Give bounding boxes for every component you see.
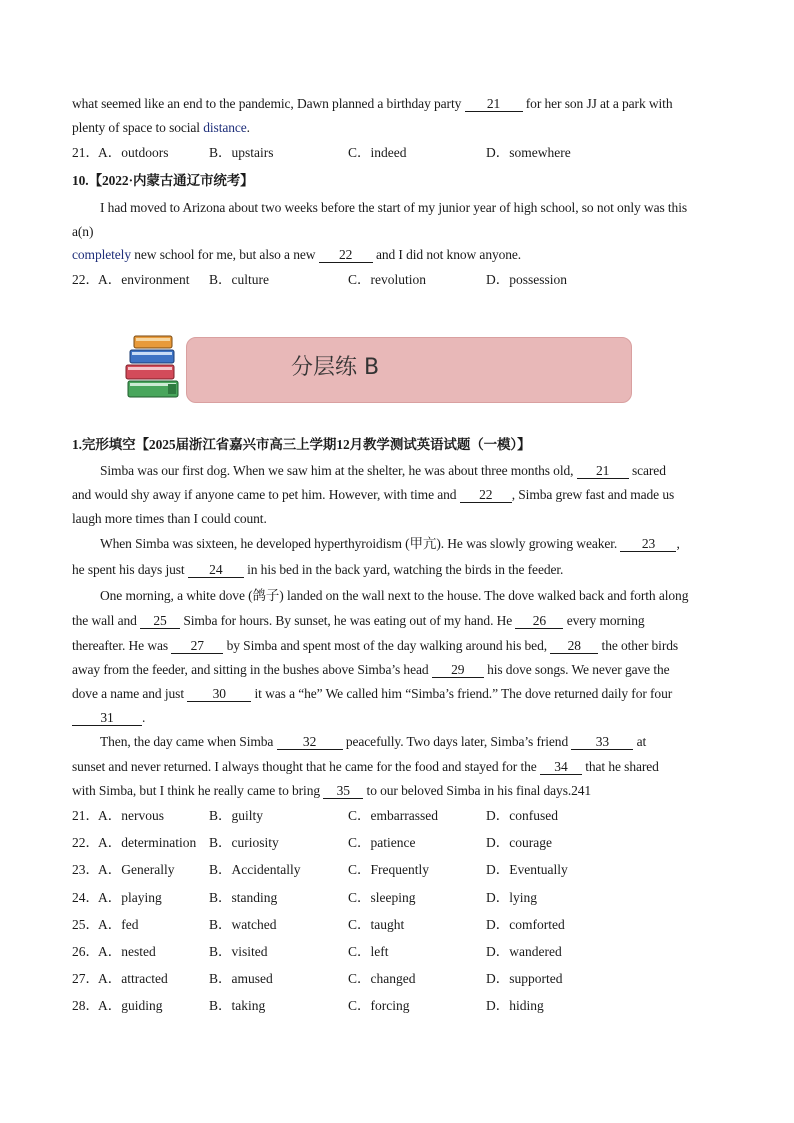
passage-text: he spent his days just — [72, 562, 188, 577]
option-d: D．lying — [486, 890, 538, 905]
question-number: 24． — [72, 890, 99, 905]
question-number: 26． — [72, 944, 99, 959]
option-a: A．outdoors — [98, 145, 169, 160]
option-c: C．embarrassed — [348, 808, 438, 823]
blank-32: 32 — [277, 734, 343, 750]
books-stack-icon — [124, 330, 188, 406]
option-b: B．standing — [209, 890, 278, 905]
blank-28: 28 — [550, 638, 598, 654]
option-c: C．taught — [348, 917, 405, 932]
option-d: D．comforted — [486, 917, 565, 932]
passage-text: for her son JJ at a park with — [522, 96, 673, 111]
passage-line — [100, 462, 730, 480]
passage-text: . — [246, 120, 250, 135]
question-number: 25． — [72, 917, 99, 932]
passage-text: , — [676, 536, 680, 551]
option-a: A．nervous — [98, 808, 164, 823]
passage-line — [72, 709, 732, 727]
option-a: A．guiding — [98, 998, 163, 1013]
option-c: C．left — [348, 944, 389, 959]
blank-35: 35 — [323, 783, 363, 799]
option-a: A．Generally — [98, 862, 175, 877]
passage-text: dove a name and just — [72, 686, 188, 701]
blank-29: 29 — [432, 662, 484, 678]
passage-text: thereafter. He was — [72, 638, 172, 653]
option-a: A．determination — [98, 835, 197, 850]
passage-text: plenty of space to social — [72, 120, 204, 135]
item-10-heading: 10.【2022·内蒙古通辽市统考】 — [72, 173, 254, 188]
passage-text: Simba was our first dog. When we saw him at the shelter, he was about three months old, — [100, 463, 577, 478]
option-b: B．visited — [209, 944, 268, 959]
option-c: C．changed — [348, 971, 416, 986]
option-d: D．Eventually — [486, 862, 568, 877]
option-c: C．forcing — [348, 998, 410, 1013]
option-d: D．somewhere — [486, 145, 571, 160]
cloze-heading: 1.完形填空【2025届浙江省嘉兴市高三上学期12月教学测试英语试题（一模）】 — [72, 437, 531, 452]
passage-line — [72, 246, 732, 264]
option-d: D．hiding — [486, 998, 544, 1013]
blank-26: 26 — [515, 613, 563, 629]
blank-31: 31 — [72, 710, 142, 726]
blank-25: 25 — [140, 613, 180, 629]
option-a: A．playing — [98, 890, 162, 905]
highlighted-word: distance — [203, 120, 247, 135]
option-c: C．sleeping — [348, 890, 416, 905]
passage-line — [72, 637, 732, 655]
option-d: D．supported — [486, 971, 563, 986]
passage-text: and would shy away if anyone came to pet him. However, with time and — [72, 487, 460, 502]
passage-line — [72, 661, 732, 679]
blank-23: 23 — [620, 536, 676, 552]
passage-text: with Simba, but I think he really came to bring — [72, 783, 324, 798]
question-number: 27． — [72, 971, 99, 986]
passage-line: I had moved to Arizona about two weeks before the start of my junior year of high school, so not only was this — [100, 200, 688, 215]
passage-text: it was a “he” We called him “Simba’s friend.” The dove returned daily for four — [251, 686, 673, 701]
passage-text: to our beloved Simba in his final days.241 — [363, 783, 592, 798]
passage-line — [72, 119, 732, 137]
passage-text: every morning — [563, 613, 645, 628]
passage-line: a(n) — [72, 224, 94, 239]
question-number: 21． — [72, 808, 99, 823]
passage-line — [72, 95, 732, 113]
passage-text: the other birds — [598, 638, 679, 653]
option-b: B．Accidentally — [209, 862, 301, 877]
option-a: A．fed — [98, 917, 139, 932]
passage-text: and I did not know anyone. — [372, 247, 522, 262]
option-b: B．amused — [209, 971, 273, 986]
blank-21: 21 — [465, 96, 523, 112]
option-c: C．indeed — [348, 145, 407, 160]
passage-text: laugh more times than I could count. — [72, 511, 267, 526]
blank-34: 34 — [540, 759, 582, 775]
passage-text: by Simba and spent most of the day walking around his bed, — [223, 638, 551, 653]
passage-text: that he shared — [581, 759, 659, 774]
option-b: B．culture — [209, 272, 269, 287]
passage-text: Then, the day came when Simba — [100, 734, 277, 749]
passage-text: away from the feeder, and sitting in the bushes above Simba’s head — [72, 662, 432, 677]
passage-text: When Simba was sixteen, he developed hyperthyroidism (甲亢). He was slowly growing weaker. — [100, 536, 621, 551]
passage-text: the wall and — [72, 613, 141, 628]
passage-line — [72, 758, 732, 776]
blank-21: 21 — [577, 463, 629, 479]
passage-line — [100, 587, 730, 605]
passage-text: in his bed in the back yard, watching the birds in the feeder. — [243, 562, 564, 577]
option-c: C．patience — [348, 835, 416, 850]
option-b: B．upstairs — [209, 145, 274, 160]
passage-line — [100, 733, 730, 751]
option-a: A．attracted — [98, 971, 168, 986]
passage-text: at — [633, 734, 647, 749]
banner-title: 分层练 B — [291, 355, 380, 380]
option-c: C．Frequently — [348, 862, 429, 877]
passage-text: . — [142, 710, 146, 725]
passage-line — [72, 782, 732, 800]
option-d: D．courage — [486, 835, 552, 850]
option-a: A．nested — [98, 944, 156, 959]
blank-22: 22 — [319, 247, 373, 263]
passage-text: scared — [628, 463, 666, 478]
option-d: D．wandered — [486, 944, 562, 959]
passage-line — [72, 510, 732, 528]
option-b: B．guilty — [209, 808, 264, 823]
option-d: D．possession — [486, 272, 568, 287]
passage-text: his dove songs. We never gave the — [483, 662, 670, 677]
passage-text: new school for me, but also a new — [130, 247, 319, 262]
question-number: 21． — [72, 145, 99, 160]
blank-24: 24 — [188, 562, 244, 578]
passage-text: what seemed like an end to the pandemic, Dawn planned a birthday party — [72, 96, 465, 111]
blank-33: 33 — [571, 734, 633, 750]
option-b: B．watched — [209, 917, 277, 932]
question-number: 22． — [72, 272, 99, 287]
passage-line — [72, 612, 732, 630]
option-b: B．taking — [209, 998, 266, 1013]
highlighted-word: completely — [72, 247, 131, 262]
question-number: 28． — [72, 998, 99, 1013]
question-number: 23． — [72, 862, 99, 877]
question-number: 22． — [72, 835, 99, 850]
passage-line — [72, 486, 732, 504]
passage-text: , Simba grew fast and made us — [511, 487, 675, 502]
option-b: B．curiosity — [209, 835, 279, 850]
blank-22: 22 — [460, 487, 512, 503]
passage-line — [100, 535, 730, 553]
passage-text: Simba for hours. By sunset, he was eating out of my hand. He — [180, 613, 516, 628]
blank-30: 30 — [187, 686, 251, 702]
option-c: C．revolution — [348, 272, 426, 287]
blank-27: 27 — [171, 638, 223, 654]
option-d: D．confused — [486, 808, 558, 823]
section-banner — [186, 337, 632, 403]
passage-text: peacefully. Two days later, Simba’s friend — [342, 734, 572, 749]
passage-line — [72, 685, 732, 703]
passage-text: sunset and never returned. I always thought that he came for the food and stayed for the — [72, 759, 540, 774]
option-a: A．environment — [98, 272, 190, 287]
passage-text: One morning, a white dove (鸽子) landed on the wall next to the house. The dove walked back and forth along — [100, 588, 689, 603]
passage-line — [72, 561, 732, 579]
